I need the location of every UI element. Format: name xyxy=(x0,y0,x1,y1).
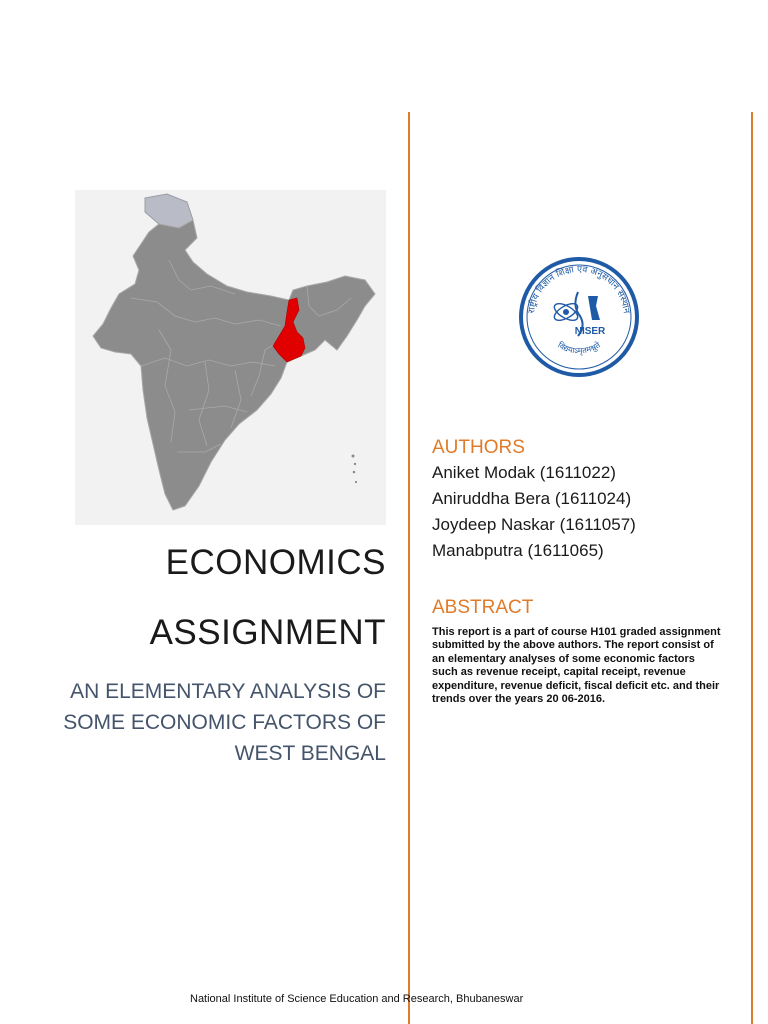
india-map xyxy=(75,190,386,525)
niser-logo xyxy=(512,250,646,384)
author-name: Manabputra (1611065) xyxy=(432,541,604,560)
author-name: Aniruddha Bera (1611024) xyxy=(432,489,632,508)
title-line-2: ASSIGNMENT xyxy=(149,613,386,652)
logo-top-text: राष्ट्रीय विज्ञान शिक्षा एवं अनुसंधान संस्थान xyxy=(527,264,631,315)
logo-center-text: NISER xyxy=(574,326,606,337)
india-map-image xyxy=(75,190,386,525)
subtitle: AN ELEMENTARY ANALYSIS OF SOME ECONOMIC FACTORS OF WEST BENGAL xyxy=(63,680,386,765)
authors-heading: AUTHORS xyxy=(432,437,525,458)
footer-institution: National Institute of Science Education and Research, Bhubaneswar xyxy=(190,993,524,1005)
title-line-1: ECONOMICS xyxy=(165,543,386,582)
right-divider-line xyxy=(751,112,753,1024)
left-divider-line xyxy=(408,112,410,1024)
logo-bottom-text: विद्ययाऽमृतमश्नुते xyxy=(556,340,602,356)
author-name: Joydeep Naskar (1611057) xyxy=(432,515,636,534)
abstract-heading: ABSTRACT xyxy=(432,597,534,618)
author-name: Aniket Modak (1611022) xyxy=(432,463,616,482)
abstract-text: This report is a part of course H101 graded assignment submitted by the above authors. The report consist of an elementary analyses of some economic factors such as revenue receipt, capital receipt, revenue expenditure, revenue deficit, fiscal deficit etc. and their trends over the years 20 06-2016. xyxy=(432,626,721,706)
